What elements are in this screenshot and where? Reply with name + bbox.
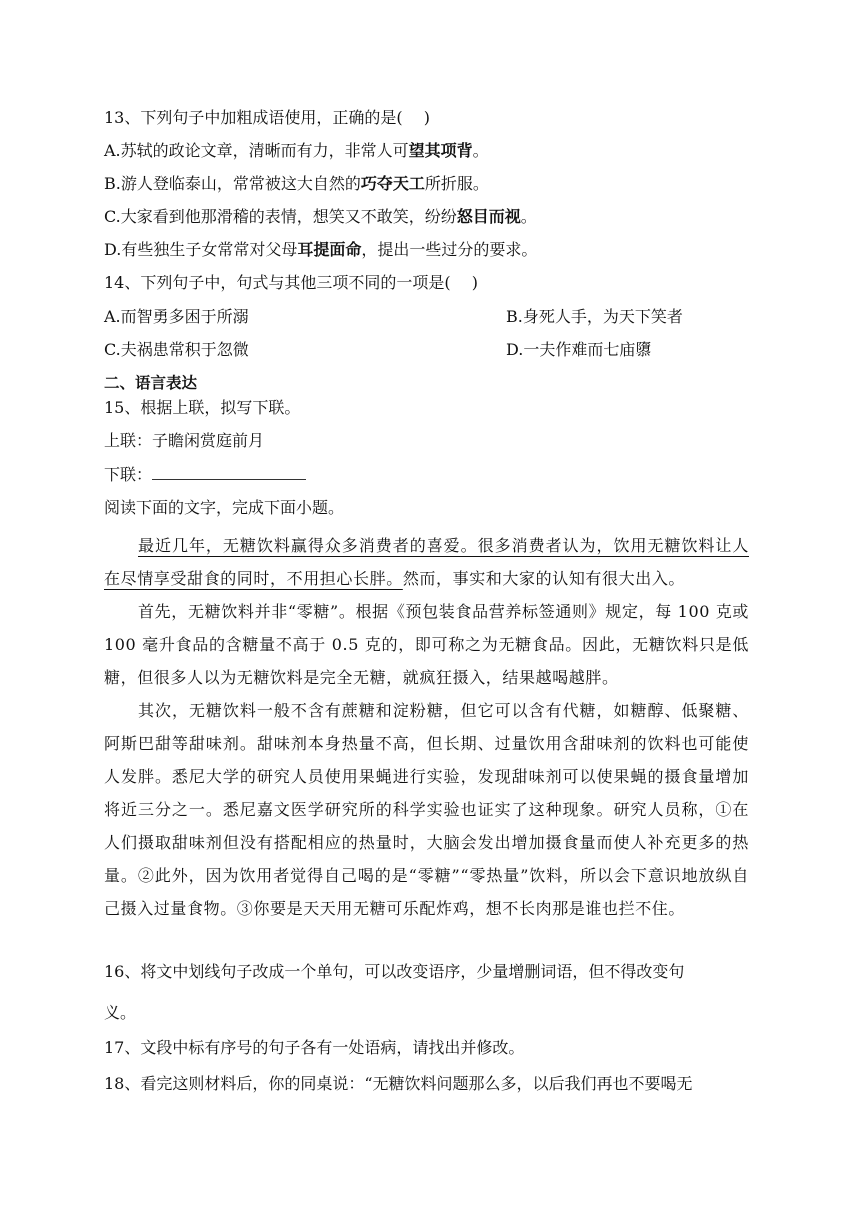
- q16-stem-line1: 16、将文中划线句子改成一个单句，可以改变语序，少量增删词语，但不得改变句: [104, 962, 685, 981]
- reading-paragraph-2: 首先，无糖饮料并非“零糖”。根据《预包装食品营养标签通则》规定，每 100 克或 100 毫升食品的含糖量不高于 0.5 克的，即可称之为无糖食品。因此，无糖饮料只是低糖，但很多人以为无糖饮料是完全无糖，就疯狂摄入，结果越喝越胖。: [104, 602, 749, 687]
- q14-stem: 14、下列句子中，句式与其他三项不同的一项是( ): [104, 273, 478, 292]
- q13-option-b: B.游人登临泰山，常常被这大自然的巧夺天工所折服。: [104, 174, 489, 193]
- q14-options-row1: [104, 306, 750, 328]
- q13-option-c: C.大家看到他那滑稽的表情，想笑又不敢笑，纷纷怒目而视。: [104, 207, 537, 226]
- q16-stem-line2: 义。: [104, 1003, 137, 1022]
- q14-option-c: C.夫祸患常积于忽微: [104, 340, 249, 359]
- reading-paragraph-1: 最近几年，无糖饮料赢得众多消费者的喜爱。很多消费者认为，饮用无糖饮料让人在尽情享受甜食的同时，不用担心长胖。然而，事实和大家的认知有很大出入。: [104, 536, 749, 588]
- q14-option-d: D.一夫作难而七庙隳: [506, 340, 652, 359]
- q13-stem: 13、下列句子中加粗成语使用，正确的是( ): [104, 108, 430, 127]
- answer-blank[interactable]: [152, 465, 306, 480]
- q17-stem: 17、文段中标有序号的句子各有一处语病，请找出并修改。: [104, 1038, 525, 1057]
- reading-paragraph-3: 其次，无糖饮料一般不含有蔗糖和淀粉糖，但它可以含有代糖，如糖醇、低聚糖、阿斯巴甜等甜味剂。甜味剂本身热量不高，但长期、过量饮用含甜味剂的饮料也可能使人发胖。悉尼大学的研究人员使用果蝇进行实验，发现甜味剂可以使果蝇的摄食量增加将近三分之一。悉尼嘉文医学研究所的科学实验也证实了这种现象。研究人员称，①在人们摄取甜味剂但没有搭配相应的热量时，大脑会发出增加摄食量而使人补充更多的热量。②此外，因为饮用者觉得自己喝的是“零糖”“零热量”饮料，所以会下意识地放纵自己摄入过量食物。③你要是天天用无糖可乐配炸鸡，想不长肉那是谁也拦不住。: [104, 701, 749, 918]
- q13-option-d: D.有些独生子女常常对父母耳提面命，提出一些过分的要求。: [104, 240, 538, 259]
- q15-upper-couplet: 上联：子瞻闲赏庭前月: [104, 431, 265, 450]
- q15-lower-couplet: 下联：: [104, 464, 750, 486]
- q14-option-b: B.身死人手，为天下笑者: [506, 307, 683, 326]
- section-title: 二、语言表达: [104, 374, 198, 392]
- reading-intro: 阅读下面的文字，完成下面小题。: [104, 498, 345, 517]
- underlined-sentence: 最近几年，无糖饮料赢得众多消费者的喜爱。很多消费者认为，饮用无糖饮料让人在尽情享受甜食的同时，不用担心长胖。: [104, 536, 749, 588]
- q14-option-a: A.而智勇多困于所溺: [104, 307, 249, 326]
- q14-options-row2: [104, 339, 750, 361]
- q13-option-a: A.苏轼的政论文章，清晰而有力，非常人可望其项背。: [104, 141, 489, 160]
- q18-stem: 18、看完这则材料后，你的同桌说：“无糖饮料问题那么多，以后我们再也不要喝无: [104, 1074, 693, 1093]
- q15-stem: 15、根据上联，拟写下联。: [104, 398, 301, 417]
